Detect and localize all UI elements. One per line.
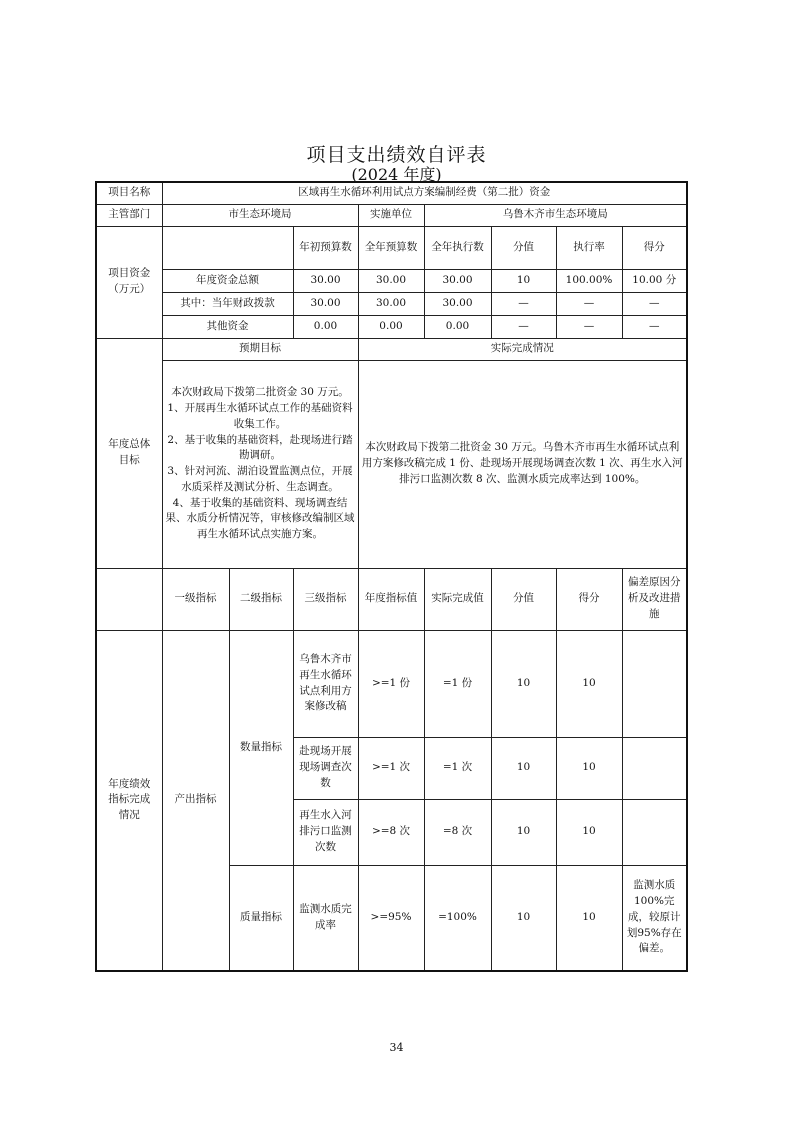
indicator-header: 三级指标 (293, 568, 358, 630)
indicator-score-value: 10 (491, 737, 556, 799)
funds-cell: 30.00 (358, 292, 424, 315)
indicator-actual: =8 次 (424, 799, 491, 865)
impl-label: 实施单位 (358, 204, 424, 226)
funds-row-name: 年度资金总额 (162, 269, 293, 292)
funds-header: 年初预算数 (293, 226, 358, 269)
funds-cell: 0.00 (293, 315, 358, 338)
indicator-header: 一级指标 (162, 568, 229, 630)
indicators-header-blank (96, 568, 162, 630)
funds-cell: — (491, 315, 556, 338)
funds-header: 得分 (622, 226, 687, 269)
indicator-score: 10 (556, 799, 622, 865)
funds-header-blank (162, 226, 293, 269)
indicator-score: 10 (556, 737, 622, 799)
funds-row-name: 其他资金 (162, 315, 293, 338)
actual-header: 实际完成情况 (358, 338, 687, 360)
indicator-score-value: 10 (491, 865, 556, 971)
expected-header: 预期目标 (162, 338, 358, 360)
expected-goal-line: 3、针对河流、湖泊设置监测点位，开展水质采样及测试分析、生态调查。 (167, 465, 353, 493)
indicator-header: 实际完成值 (424, 568, 491, 630)
funds-cell: 30.00 (424, 292, 491, 315)
funds-cell: 0.00 (358, 315, 424, 338)
funds-cell: 30.00 (358, 269, 424, 292)
impl-value: 乌鲁木齐市生态环境局 (424, 204, 687, 226)
level3-indicator: 再生水入河排污口监测次数 (293, 799, 358, 865)
indicator-target: >=8 次 (358, 799, 424, 865)
indicator-header: 年度指标值 (358, 568, 424, 630)
expected-goal-line: 1、开展再生水循环试点工作的基础资料收集工作。 (167, 402, 353, 430)
expected-goal-line: 2、基于收集的基础资料，赴现场进行踏勘调研。 (167, 433, 353, 462)
indicator-header: 偏差原因分析及改进措施 (622, 568, 687, 630)
indicator-deviation: 监测水质100%完成，较原计划95%存在偏差。 (622, 865, 687, 971)
indicator-header: 分值 (491, 568, 556, 630)
funds-cell: — (491, 292, 556, 315)
funds-cell: 30.00 (293, 292, 358, 315)
indicator-target: >=1 份 (358, 630, 424, 737)
indicator-target: >=95% (358, 865, 424, 971)
indicators-label: 年度绩效 指标完成 情况 (96, 630, 162, 971)
level2-indicator: 数量指标 (229, 630, 293, 865)
goals-label: 年度总体 目标 (96, 338, 162, 568)
indicator-actual: =1 次 (424, 737, 491, 799)
funds-cell: — (556, 292, 622, 315)
funds-cell: 10.00 分 (622, 269, 687, 292)
expected-goals (162, 360, 358, 568)
level3-indicator: 乌鲁木齐市再生水循环试点利用方案修改稿 (293, 630, 358, 737)
actual-completion: 本次财政局下拨第二批资金 30 万元。乌鲁木齐市再生水循环试点利用方案修改稿完成 1 份、赴现场开展现场调查次数 1 次、再生水入河排污口监测次数 8 次、监测水质完成率达到 100%。 (358, 360, 687, 568)
project-name-label: 项目名称 (96, 182, 162, 204)
indicator-deviation (622, 799, 687, 865)
funds-header: 分值 (491, 226, 556, 269)
self-evaluation-table (95, 181, 688, 972)
funds-cell: 100.00% (556, 269, 622, 292)
indicator-actual: =1 份 (424, 630, 491, 737)
doc-title: 项目支出绩效自评表 (306, 144, 487, 166)
indicator-score-value: 10 (491, 630, 556, 737)
dept-label: 主管部门 (96, 204, 162, 226)
page-number: 34 (389, 1041, 404, 1054)
indicator-score-value: 10 (491, 799, 556, 865)
level3-indicator: 赴现场开展现场调查次数 (293, 737, 358, 799)
funds-cell: — (556, 315, 622, 338)
level3-indicator: 监测水质完成率 (293, 865, 358, 971)
doc-subtitle: (2024 年度) (351, 165, 442, 184)
funds-cell: — (622, 292, 687, 315)
indicator-score: 10 (556, 865, 622, 971)
funds-header: 执行率 (556, 226, 622, 269)
indicator-header: 二级指标 (229, 568, 293, 630)
indicator-deviation (622, 737, 687, 799)
funds-row-name: 其中：当年财政拨款 (162, 292, 293, 315)
funds-cell: 10 (491, 269, 556, 292)
dept-value: 市生态环境局 (162, 204, 358, 226)
indicator-actual: =100% (424, 865, 491, 971)
level2-indicator: 质量指标 (229, 865, 293, 971)
funds-header: 全年预算数 (358, 226, 424, 269)
expected-goal-line: 4、基于收集的基础资料、现场调查结果、水质分析情况等，审核修改编制区域再生水循环试点实施方案。 (165, 496, 355, 540)
expected-goal-line: 本次财政局下拨第二批资金 30 万元。 (171, 386, 349, 399)
level1-indicator: 产出指标 (162, 630, 229, 971)
indicator-score: 10 (556, 630, 622, 737)
indicator-target: >=1 次 (358, 737, 424, 799)
funds-cell: 30.00 (293, 269, 358, 292)
indicator-deviation (622, 630, 687, 737)
project-name: 区域再生水循环利用试点方案编制经费（第二批）资金 (162, 182, 687, 204)
indicator-header: 得分 (556, 568, 622, 630)
funds-cell: 30.00 (424, 269, 491, 292)
funds-cell: — (622, 315, 687, 338)
funds-label: 项目资金 （万元） (96, 226, 162, 338)
funds-header: 全年执行数 (424, 226, 491, 269)
funds-cell: 0.00 (424, 315, 491, 338)
